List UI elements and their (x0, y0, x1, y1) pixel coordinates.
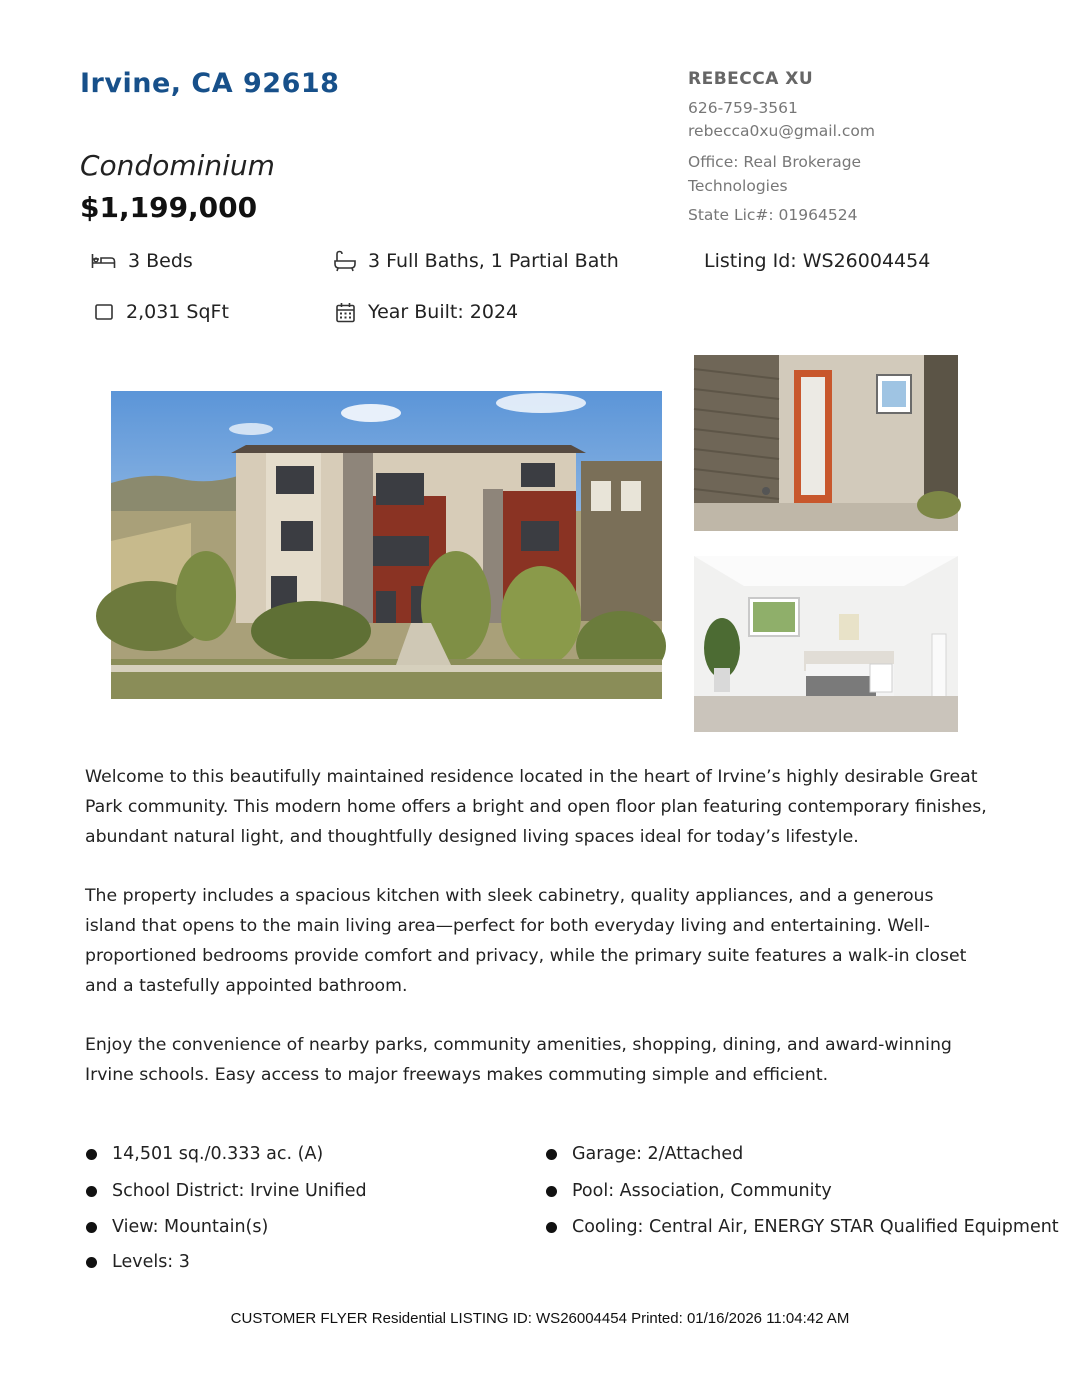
fact-listing-id (704, 250, 930, 272)
feature-item (86, 1252, 190, 1272)
fact-baths-label: 3 Full Baths, 1 Partial Bath (368, 250, 619, 272)
bullet-dot-icon (86, 1257, 97, 1268)
bed-icon (91, 252, 116, 270)
property-price: $1,199,000 (80, 191, 258, 224)
exterior-building-photo (111, 391, 662, 699)
feature-lot-size: 14,501 sq./0.333 ac. (A) (112, 1144, 324, 1164)
fact-year-built (335, 301, 518, 323)
feature-item (86, 1181, 367, 1201)
bullet-dot-icon (86, 1222, 97, 1233)
feature-garage: Garage: 2/Attached (572, 1144, 744, 1164)
fact-year-label: Year Built: 2024 (368, 301, 519, 323)
feature-cooling: Cooling: Central Air, ENERGY STAR Qualified Equipment (572, 1217, 1059, 1237)
feature-levels: Levels: 3 (112, 1252, 190, 1272)
description-paragraph: Welcome to this beautifully maintained residence located in the heart of Irvine’s highly desirable Great Park community. This modern home offers a bright and open floor plan featuring contemporary finishes, abundant natural light, and thoughtfully designed living spaces ideal for today’s lifestyle. (85, 767, 987, 847)
bullet-dot-icon (86, 1149, 97, 1160)
feature-item (86, 1144, 323, 1164)
feature-item (546, 1217, 1059, 1237)
property-type: Condominium (80, 149, 275, 182)
feature-school-district: School District: Irvine Unified (112, 1181, 367, 1201)
description-paragraph: The property includes a spacious kitchen with sleek cabinetry, quality appliances, and a generous island that opens to the main living area—perfect for both everyday living and entertaining. Well-proportioned bedrooms provide comfort and privacy, while the primary suite features a walk-in closet and a tastefully appointed bathroom. (85, 886, 967, 996)
agent-office: Office: Real Brokerage Technologies (688, 153, 862, 195)
fact-baths (334, 250, 619, 272)
bullet-dot-icon (546, 1149, 557, 1160)
print-footer: CUSTOMER FLYER Residential LISTING ID: WS26004454 Printed: 01/16/2026 11:04:42 AM (230, 1310, 850, 1327)
description-paragraph: Enjoy the convenience of nearby parks, community amenities, shopping, dining, and award-winning Irvine schools. Easy access to major freeways makes commuting simple and efficient. (85, 1035, 952, 1085)
property-location: Irvine, CA 92618 (80, 68, 340, 99)
feature-item (546, 1144, 743, 1164)
fact-sqft (94, 301, 229, 323)
feature-item (546, 1181, 832, 1201)
bathtub-icon (334, 250, 356, 272)
front-door-photo (694, 355, 958, 531)
agent-email: rebecca0xu@gmail.com (688, 122, 875, 140)
agent-phone: 626-759-3561 (688, 99, 798, 117)
bullet-dot-icon (546, 1186, 557, 1197)
square-footage-icon (94, 303, 114, 321)
agent-license: State Lic#: 01964524 (688, 206, 858, 224)
property-description (85, 763, 990, 1121)
agent-name: REBECCA XU (688, 69, 814, 89)
fact-beds (91, 250, 193, 272)
listing-id-label: Listing Id: WS26004454 (704, 250, 931, 272)
feature-item-clipped (545, 1213, 1059, 1245)
feature-item (86, 1217, 268, 1237)
calendar-icon (335, 302, 356, 323)
bullet-dot-icon (86, 1186, 97, 1197)
fact-sqft-label: 2,031 SqFt (126, 301, 229, 323)
bedroom-photo (694, 556, 958, 732)
feature-view: View: Mountain(s) (112, 1217, 269, 1237)
feature-pool: Pool: Association, Community (572, 1181, 832, 1201)
bullet-dot-icon (546, 1222, 557, 1233)
fact-beds-label: 3 Beds (128, 250, 193, 272)
